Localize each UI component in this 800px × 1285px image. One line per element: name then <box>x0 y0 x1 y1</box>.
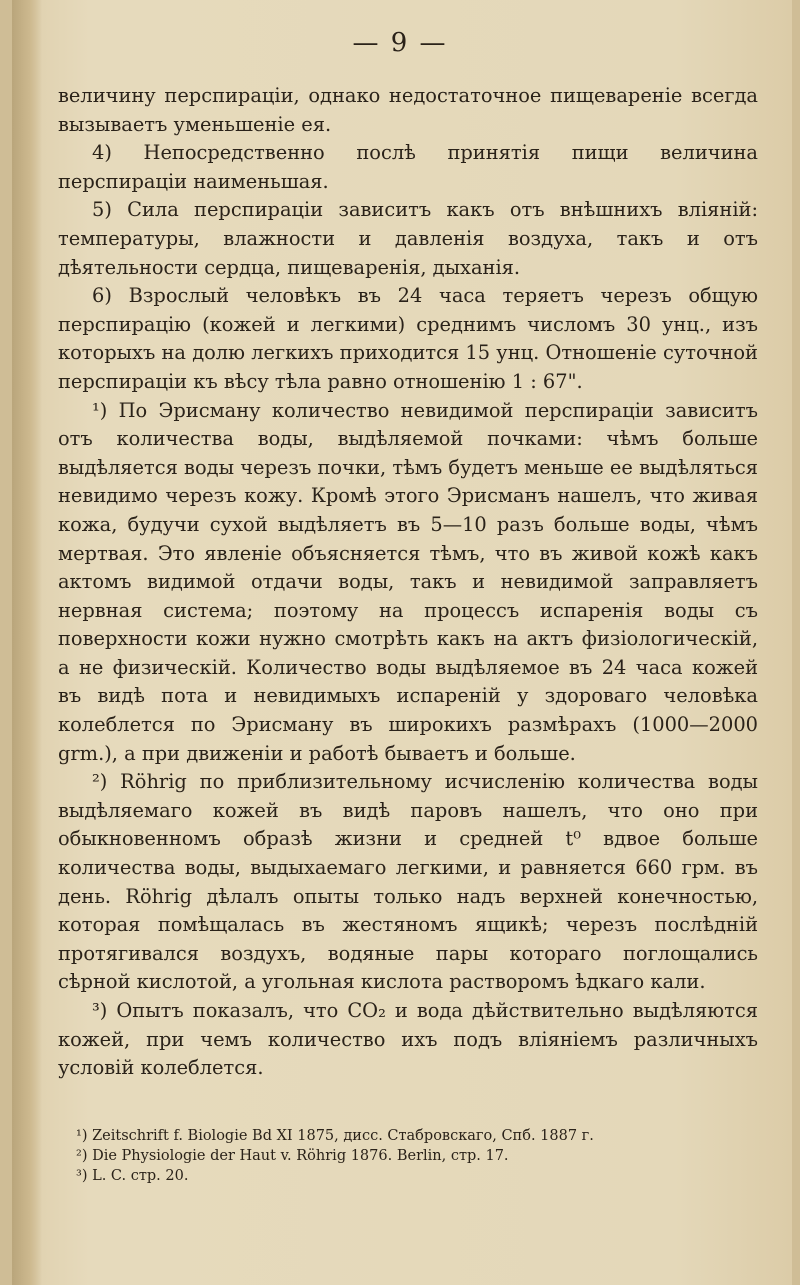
paragraph: ²) Röhrig по приблизительному исчисленію количества воды выдѣляемаго кожей въ видѣ паровъ нашелъ, что оно при обыкновенномъ образѣ жизни и средней t⁰ вдвое больше количества воды, выдыхаемаго легкими, и равняется 660 грм. въ день. Röhrig дѣлалъ опыты только надъ верхней конечностью, которая помѣщалась въ жестяномъ ящикѣ; черезъ послѣдній протягивался воздухъ, водяные пары котораго поглощались сѣрной кислотой, а угольная кислота растворомъ ѣдкаго кали. <box>58 770 758 994</box>
page-number: — 9 — <box>352 28 448 58</box>
page-binding-shadow <box>12 0 42 1285</box>
paragraph: ³) Опытъ показалъ, что CO₂ и вода дѣйствительно выдѣляются кожей, при чемъ количество ихъ подъ вліяніемъ различныхъ условій колеблется. <box>58 999 758 1080</box>
footnote: ³) L. C. стр. 20. <box>76 1168 189 1184</box>
paragraph: 4) Непосредственно послѣ принятія пищи величина перспираціи наименьшая. <box>58 141 758 193</box>
footnote: ²) Die Physiologie der Haut v. Röhrig 1876. Berlin, стр. 17. <box>76 1148 509 1164</box>
main-text <box>58 82 758 1083</box>
paragraph: ¹) По Эрисману количество невидимой перспираціи зависитъ отъ количества воды, выдѣляемой почками: чѣмъ больше выдѣляется воды черезъ почки, тѣмъ будетъ меньше ее выдѣляться невидимо черезъ кожу. Кромѣ этого Эрисманъ нашелъ, что живая кожа, будучи сухой выдѣляетъ въ 5—10 разъ больше воды, чѣмъ мертвая. Это явленіе объясняется тѣмъ, что въ живой кожѣ какъ актомъ видимой отдачи воды, такъ и невидимой заправляетъ нервная система; поэтому на процессъ испаренія воды съ поверхности кожи нужно смотрѣть какъ на актъ физіологическій, а не физическій. Количество воды выдѣляемое въ 24 часа кожей въ видѣ пота и невидимыхъ испареній у здороваго человѣка колеблется по Эрисману въ широкихъ размѣрахъ (1000—2000 grm.), а при движеніи и работѣ бываетъ и больше. <box>58 398 758 765</box>
footnote: ¹) Zeitschrift f. Biologie Bd XI 1875, дисс. Стабровскаго, Спб. 1887 г. <box>76 1128 594 1144</box>
footnotes <box>76 1126 756 1186</box>
paragraph: 6) Взрослый человѣкъ въ 24 часа теряетъ черезъ общую перспирацію (кожей и легкими) среднимъ числомъ 30 унц., изъ которыхъ на долю легкихъ приходится 15 унц. Отношеніе суточной перспираціи къ вѣсу тѣла равно отношенію 1 : 67". <box>58 284 758 393</box>
paragraph: величину перспираціи, однако недостаточное пищевареніе всегда вызываетъ уменьшеніе ея. <box>58 84 758 136</box>
paragraph: 5) Сила перспираціи зависитъ какъ отъ внѣшнихъ вліяній: температуры, влажности и давленія воздуха, такъ и отъ дѣятельности сердца, пищеваренія, дыханія. <box>58 198 758 279</box>
